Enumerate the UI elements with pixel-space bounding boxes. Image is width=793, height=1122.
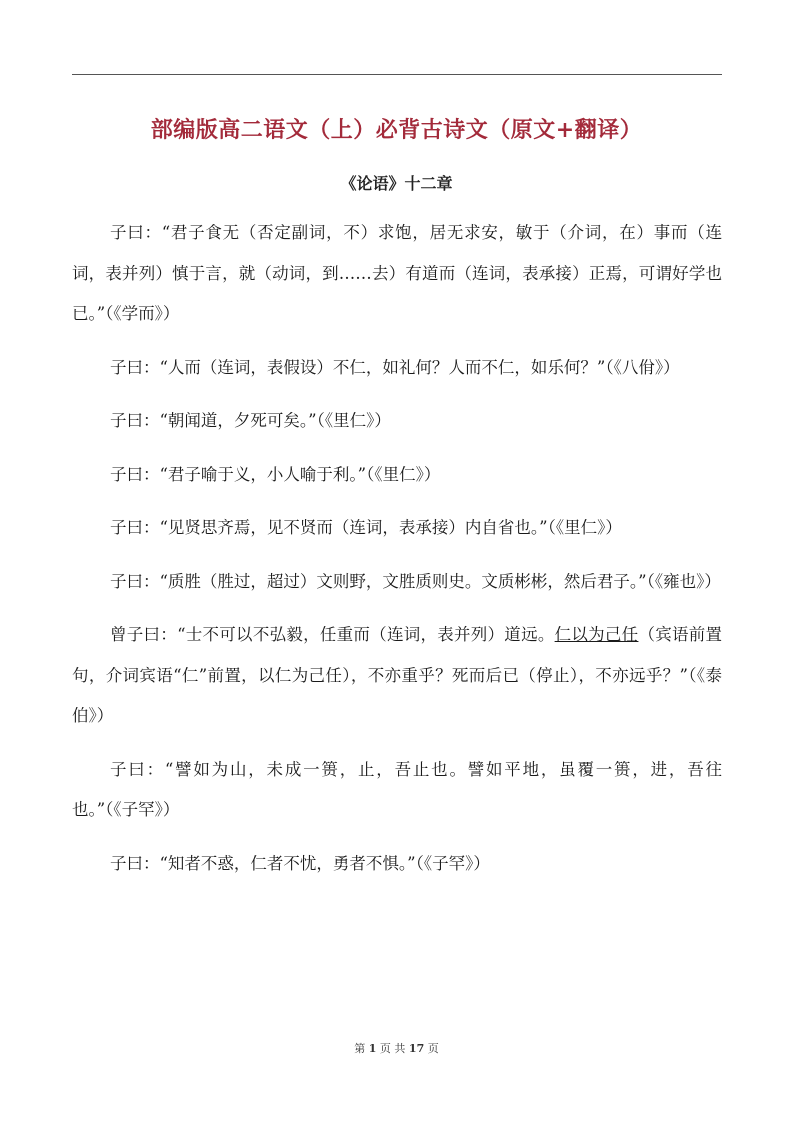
passage-paragraph: 子曰：“人而（连词，表假设）不仁，如礼何？人而不仁，如乐何？”（《八佾》） (110, 357, 680, 377)
page-footer (0, 1040, 793, 1056)
page-number: 1 (368, 1042, 377, 1055)
passage-paragraph: 子曰：“质胜（胜过，超过）文则野，文胜质则史。文质彬彬，然后君子。”（《雍也》） (110, 571, 721, 591)
passage-paragraph: 子曰：“譬如为山，未成一篑，止，吾止也。譬如平地，虽覆一篑，进，吾往也。”（《子罕》） (72, 759, 722, 819)
underlined-phrase: 仁以为己任 (554, 625, 639, 644)
passage-paragraph: 子曰：“君子食无（否定副词，不）求饱，居无求安，敏于（介词，在）事而（连词，表并列）慎于言，就（动词，到……去）有道而（连词，表承接）正焉，可谓好学也已。”（《学而》） (72, 223, 722, 323)
passage-paragraph (72, 615, 722, 737)
passage-paragraph: 子曰：“君子喻于义，小人喻于利。”（《里仁》） (110, 464, 441, 484)
footer-suffix: 页 (427, 1042, 439, 1055)
passage-text: （宾语前置句，介词宾语“仁”前置，以仁为己任），不亦重乎？死而后已（停止），不亦远乎？”（《泰伯》） (72, 625, 722, 725)
footer-prefix: 第 (354, 1042, 366, 1055)
total-pages: 17 (408, 1042, 425, 1055)
passage-paragraph: 子曰：“朝闻道，夕死可矣。”（《里仁》） (110, 411, 391, 430)
section-subtitle: 《论语》十二章 (340, 174, 453, 193)
document-body (72, 213, 722, 897)
passage-paragraph: 子曰：“见贤思齐焉，见不贤而（连词，表承接）内自省也。”（《里仁》） (110, 518, 622, 537)
passage-text: 曾子曰：“士不可以不弘毅，任重而（连词，表并列）道远。 (110, 625, 555, 644)
header-rule (72, 74, 722, 75)
document-title: 部编版高二语文（上）必背古诗文（原文+翻译） (150, 117, 643, 143)
footer-middle: 页 共 (379, 1042, 406, 1055)
passage-paragraph: 子曰：“知者不惑，仁者不忧，勇者不惧。”（《子罕》） (110, 853, 490, 873)
